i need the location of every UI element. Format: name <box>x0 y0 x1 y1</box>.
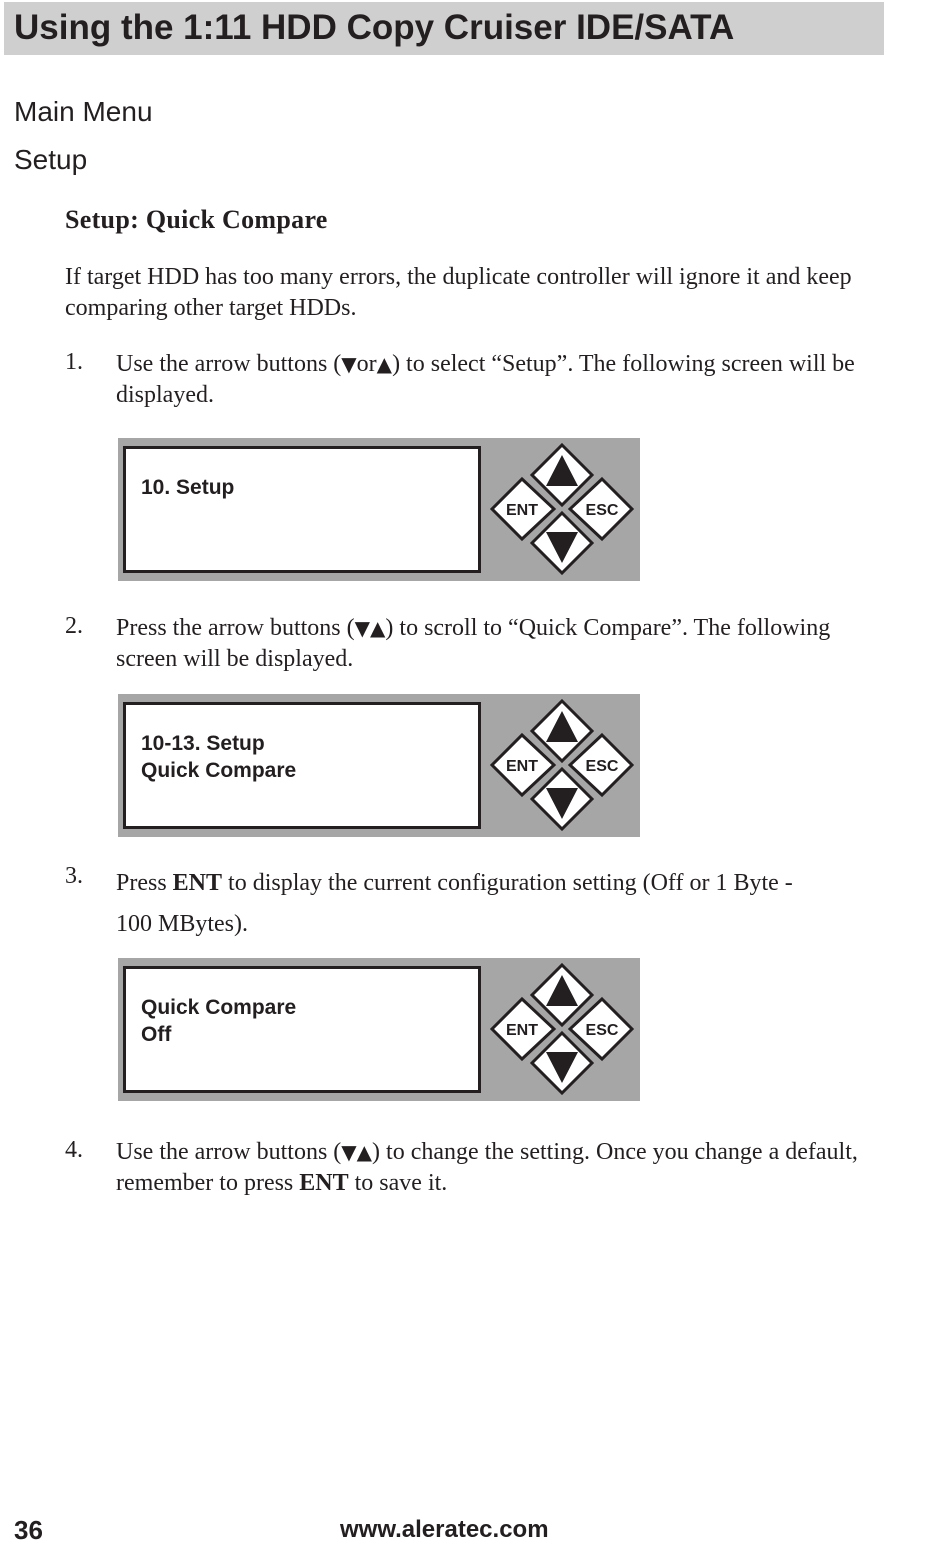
ent-label: ENT <box>506 758 538 775</box>
website-url: www.aleratec.com <box>340 1516 549 1543</box>
step-text-part: Use the arrow buttons ( <box>116 351 342 377</box>
device-panel <box>118 694 640 837</box>
page-title: Using the 1:11 HDD Copy Cruiser IDE/SATA <box>14 8 735 47</box>
step-text-part: to save it. <box>348 1170 448 1196</box>
keypad <box>488 963 636 1095</box>
step-text-part: Press the arrow buttons ( <box>116 615 355 641</box>
lcd-line-2: Quick Compare <box>141 759 297 782</box>
esc-label: ESC <box>585 758 619 775</box>
keypad <box>488 443 636 575</box>
ent-label: ENT <box>506 502 538 519</box>
lcd-line-1: 10-13. Setup <box>141 732 265 755</box>
down-arrow-icon: ▼ <box>341 352 357 376</box>
page-number: 36 <box>14 1515 43 1545</box>
intro-paragraph: If target HDD has too many errors, the duplicate controller will ignore it and keep comparing other target HDDs. <box>65 264 852 321</box>
step-text-part: ) to select “Setup”. The following screen will be displayed. <box>116 351 855 408</box>
lcd-screen <box>123 966 481 1093</box>
up-arrow-icon: ▲ <box>376 352 393 376</box>
header-bar <box>4 2 884 55</box>
esc-label: ESC <box>585 1022 619 1039</box>
step-text-part: ) to change the setting. Once you change a default, remember to press <box>116 1139 858 1196</box>
menu-heading: Main Menu <box>14 96 153 127</box>
lcd-line-2: Off <box>141 1023 172 1046</box>
step-text-part: ) to scroll to “Quick Compare”. The following screen will be displayed. <box>116 615 831 672</box>
step-text <box>116 349 876 411</box>
device-panel <box>118 958 640 1101</box>
step-text-part: or <box>356 351 377 377</box>
arrow-icons: ▼▲ <box>341 1140 373 1164</box>
step-text-part: Use the arrow buttons ( <box>116 1139 342 1165</box>
step-number: 1. <box>65 349 83 375</box>
step-text <box>116 613 876 675</box>
step-text-part: 100 MBytes). <box>116 911 248 937</box>
lcd-screen <box>123 702 481 829</box>
arrow-icons: ▼▲ <box>354 616 386 640</box>
ent-keyword: ENT <box>172 870 223 896</box>
step-text <box>116 863 876 945</box>
step-text-part: Press <box>116 870 173 896</box>
step-text <box>116 1137 876 1199</box>
lcd-line-1: Quick Compare <box>141 996 297 1019</box>
esc-label: ESC <box>585 502 619 519</box>
step-number: 4. <box>65 1137 83 1163</box>
step-number: 2. <box>65 613 83 639</box>
ent-label: ENT <box>506 1022 538 1039</box>
ent-keyword: ENT <box>299 1170 349 1196</box>
lcd-line-1: 10. Setup <box>141 476 235 499</box>
lcd-screen <box>123 446 481 573</box>
keypad <box>488 699 636 831</box>
device-panel <box>118 438 640 581</box>
step-text-part: to display the current configuration setting (Off or 1 Byte - <box>222 870 793 896</box>
submenu-heading: Setup <box>14 144 88 175</box>
section-title: Setup: Quick Compare <box>65 205 328 234</box>
step-number: 3. <box>65 863 83 889</box>
